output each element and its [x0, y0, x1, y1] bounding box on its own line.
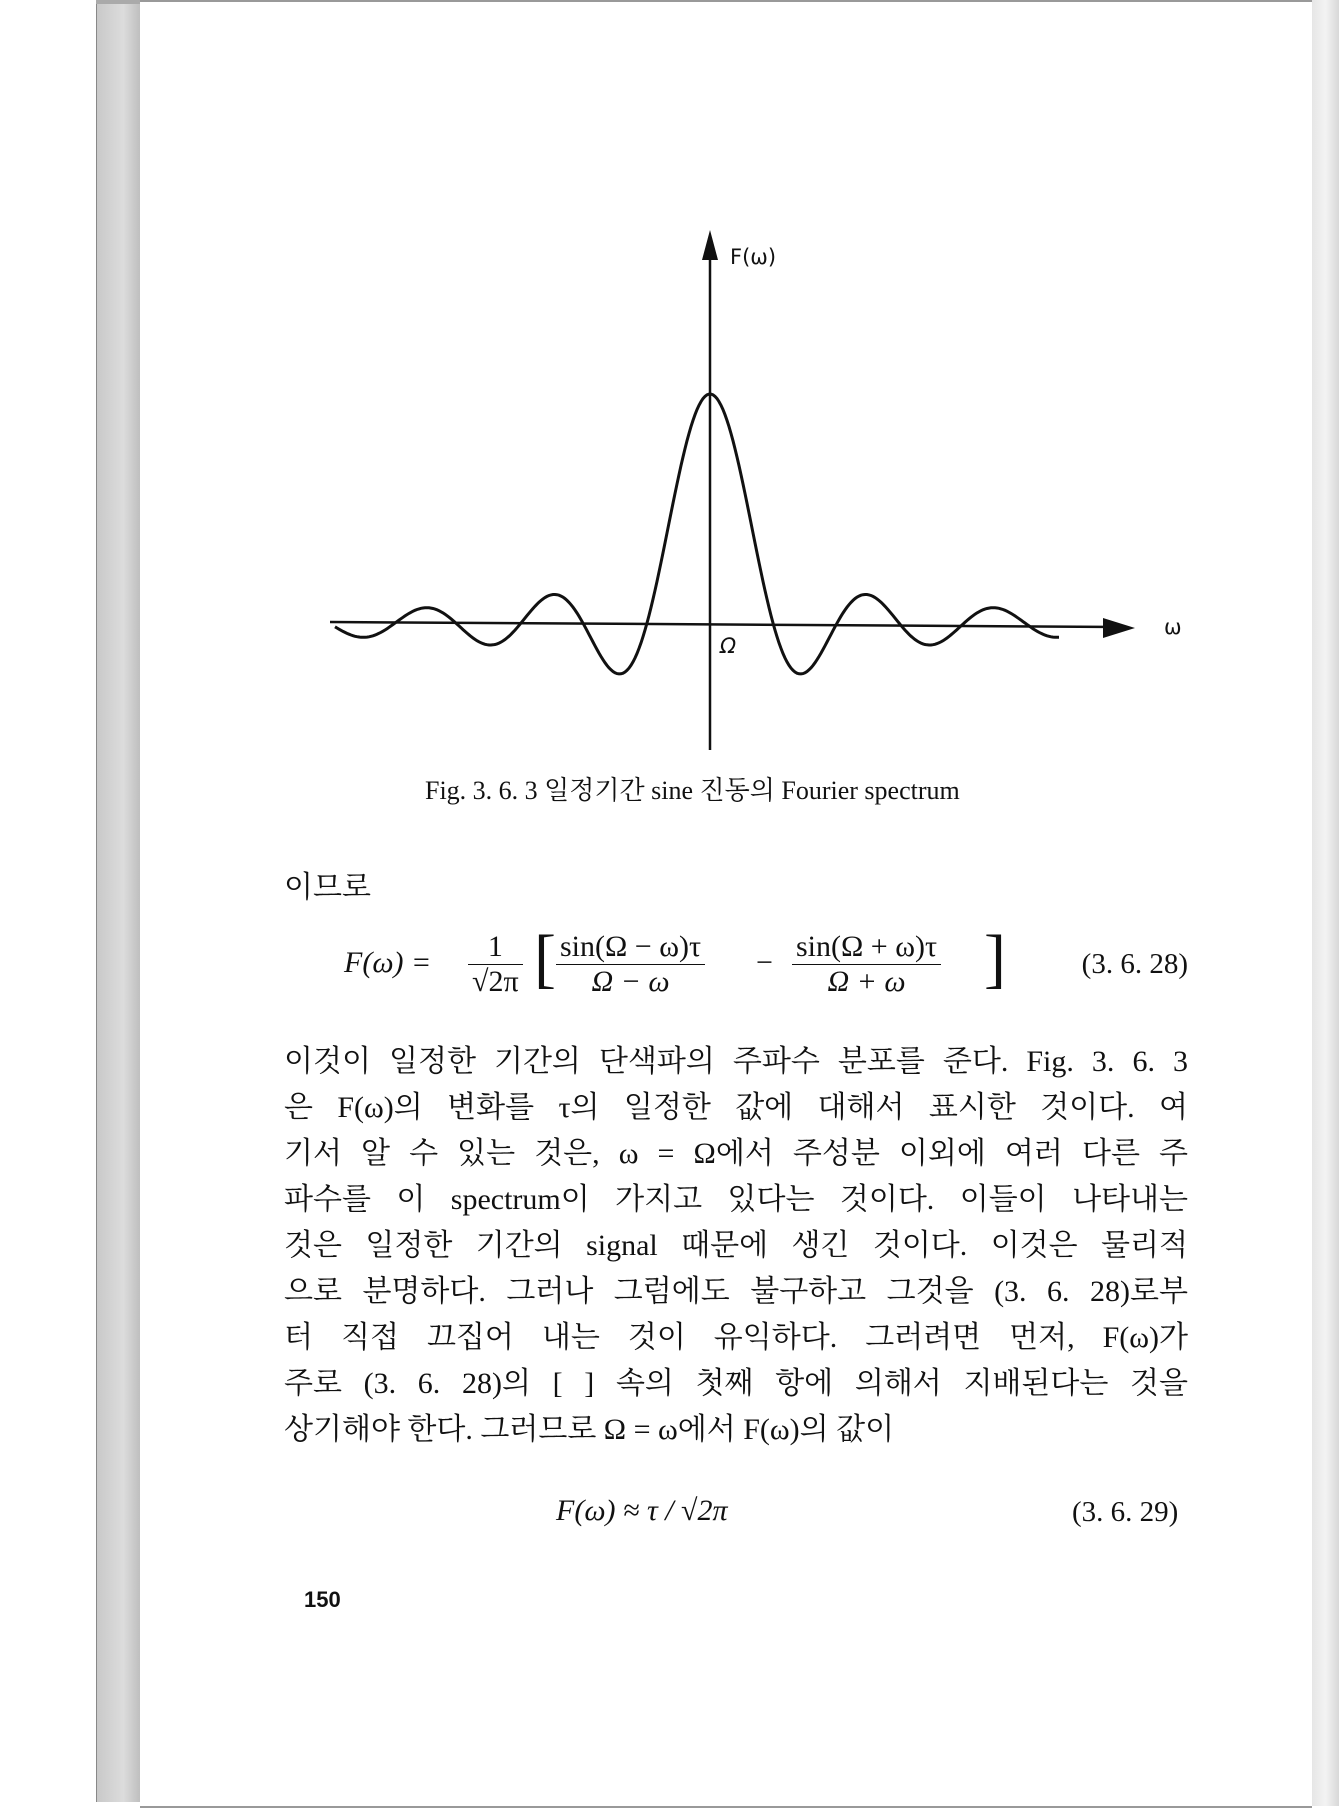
- x-axis-label: ω: [1164, 615, 1182, 639]
- y-axis-arrow: [702, 230, 718, 260]
- eq1-coefficient: [468, 930, 523, 999]
- eq1-number: (3. 6. 28): [1081, 948, 1188, 980]
- origin-label: Ω: [720, 634, 737, 658]
- spectrum-plot: [320, 230, 1180, 770]
- paragraph-line: 이것이 일정한 기간의 단색파의 주파수 분포를 준다. Fig. 3. 6. 3: [284, 1045, 1188, 1078]
- eq1-term2: [792, 930, 941, 999]
- equation-3-6-29: F(ω) ≈ τ / √2π: [556, 1494, 728, 1527]
- page-edge: [1312, 0, 1339, 1806]
- eq1-right-bracket: ]: [984, 922, 1006, 995]
- paragraph-line: 터 직접 끄집어 내는 것이 유익하다. 그러려면 먼저, F(ω)가: [284, 1321, 1188, 1354]
- page-number: 150: [304, 1587, 341, 1612]
- eq1-lhs: F(ω) =: [344, 946, 432, 979]
- paragraph-line: 주로 (3. 6. 28)의 [ ] 속의 첫째 항에 의해서 지배된다는 것을: [284, 1367, 1188, 1400]
- spectrum-figure: [320, 230, 1180, 770]
- eq1-term1-den: Ω − ω: [591, 965, 670, 998]
- lead-text: 이므로: [284, 871, 371, 904]
- paragraph-line: 것은 일정한 기간의 signal 때문에 생긴 것이다. 이것은 물리적: [284, 1229, 1188, 1262]
- eq1-term2-den: Ω + ω: [827, 965, 906, 998]
- paragraph-line: 파수를 이 spectrum이 가지고 있다는 것이다. 이들이 나타내는: [284, 1183, 1188, 1216]
- eq1-coef-num: 1: [468, 930, 523, 965]
- book-spine: [96, 4, 141, 1802]
- x-axis: [330, 622, 1120, 627]
- paragraph-line: 으로 분명하다. 그러나 그럼에도 불구하고 그것을 (3. 6. 28)로부: [284, 1275, 1188, 1308]
- eq1-minus: −: [756, 946, 773, 979]
- figure-caption: Fig. 3. 6. 3 일정기간 sine 진동의 Fourier spectrum: [425, 776, 960, 805]
- paragraph-line: 은 F(ω)의 변화를 τ의 일정한 값에 대해서 표시한 것이다. 여: [284, 1091, 1188, 1124]
- eq1-term2-num: sin(Ω + ω)τ: [792, 930, 941, 965]
- eq1-coef-den: √2π: [472, 965, 519, 998]
- eq1-term1-num: sin(Ω − ω)τ: [556, 930, 705, 965]
- x-axis-arrow: [1103, 618, 1135, 638]
- paragraph-line: 기서 알 수 있는 것은, ω = Ω에서 주성분 이외에 여러 다른 주: [284, 1137, 1188, 1170]
- y-axis-label: F(ω): [730, 245, 777, 269]
- paragraph-line: 상기해야 한다. 그러므로 Ω = ω에서 F(ω)의 값이: [284, 1413, 895, 1446]
- eq2-number: (3. 6. 29): [1072, 1496, 1179, 1528]
- spectrum-curve: [335, 394, 1059, 674]
- eq1-term1: [556, 930, 705, 999]
- eq1-left-bracket: [: [534, 922, 556, 995]
- equation-3-6-28: [344, 922, 1188, 1006]
